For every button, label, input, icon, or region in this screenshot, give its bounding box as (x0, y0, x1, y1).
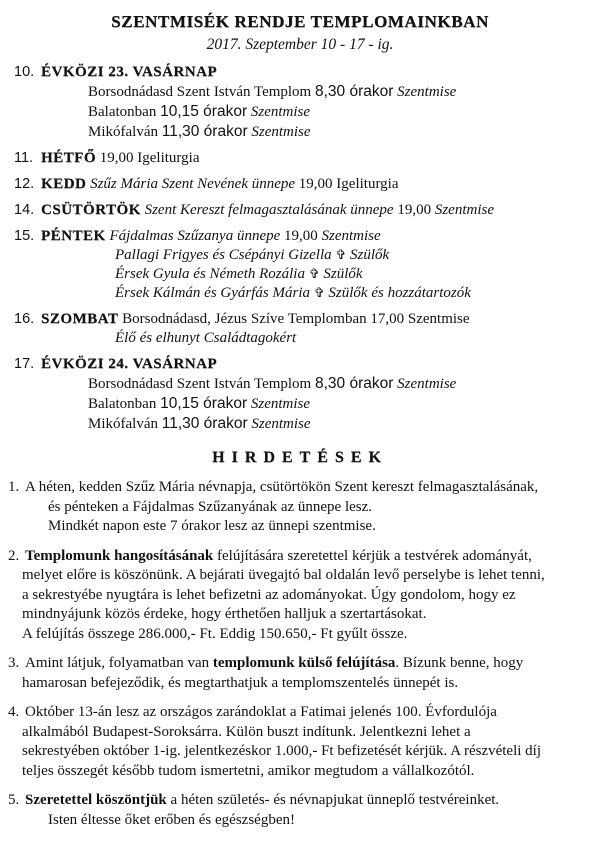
schedule-entry (14, 355, 600, 434)
cross-icon: ✞ (335, 248, 347, 263)
text-segment: sekrestyében október 1-ig. jelentkezéskor 1.000,- Ft befizetését kérjük. A részvételi díj (22, 743, 542, 759)
text-segment: teljes összegét később tudom ismertetni, amikor megtudom a vállalkozótól. (22, 762, 475, 779)
text-segment: Balatonban (88, 396, 161, 412)
text-segment: Mindkét napon este 7 órakor lesz az ünnepi szentmise. (48, 518, 376, 534)
schedule-line (14, 122, 600, 142)
schedule-entry (14, 227, 600, 303)
day-name: SZOMBAT (41, 311, 119, 327)
cross-icon: ✞ (308, 267, 320, 282)
text-segment: 19,00 (280, 228, 322, 244)
schedule-line (14, 329, 600, 348)
announcement-line (8, 498, 600, 518)
text-segment: alkalmából Budapest-Soroksárra. Külön buszt indítunk. Jelentkezni lehet a (22, 723, 471, 740)
text-segment: 8,30 órakor (314, 375, 394, 392)
text-segment: templomunk külső felújítása (212, 655, 396, 671)
schedule-line (14, 394, 600, 414)
announcement-line (8, 586, 600, 606)
text-segment: Fájdalmas Szűzanya ünnepe (109, 228, 281, 244)
schedule-entry (14, 175, 600, 194)
day-name: PÉNTEK (41, 228, 106, 244)
text-segment: Szülők (319, 266, 363, 282)
schedule-day-line (14, 355, 600, 374)
text-segment: a héten születés- és névnapjukat ünneplő testvéreinket. (166, 792, 500, 808)
text-segment: a sekrestyébe nyugtára is lehet befizetni az adományokat. Úgy gondolom, hogy ez (22, 586, 516, 603)
announcement-line (8, 605, 600, 625)
schedule-line (14, 374, 600, 394)
text-segment: A héten, kedden Szűz Mária névnapja, csütörtökön Szent kereszt felmagasztalásának, (25, 479, 539, 495)
schedule-day-line (14, 63, 600, 82)
schedule-line (14, 82, 600, 102)
day-number: 11. (14, 150, 34, 166)
announcement-line (8, 654, 600, 674)
text-segment: Szeretettel köszöntjük (25, 792, 167, 808)
text-segment: Borsodnádasd, Jézus Szíve Templomban 17,00 Szentmise (118, 311, 470, 327)
day-number: 14. (14, 202, 35, 218)
text-segment: Szentmise (434, 202, 495, 218)
text-segment: Élő és elhunyt Családtagokért (115, 330, 297, 346)
text-segment: 19,00 Igeliturgia (295, 176, 399, 192)
text-segment: Szentmise (397, 84, 457, 100)
mass-schedule (0, 63, 600, 434)
text-segment: 19,00 Igeliturgia (96, 150, 200, 166)
day-number: 16. (14, 311, 35, 327)
text-segment: Szentmise (321, 228, 381, 244)
announcement-number: 1. (8, 479, 20, 495)
schedule-line (14, 102, 600, 122)
announcement-line (8, 762, 600, 782)
announcement-line (8, 674, 600, 694)
announcement-number: 3. (8, 655, 20, 671)
text-segment: Szentmise (250, 104, 311, 120)
announcement-line (8, 517, 600, 537)
text-segment: 11,30 órakor (161, 415, 248, 432)
schedule-entry (14, 201, 600, 220)
announcement-item (8, 478, 600, 537)
text-segment: Szűz Mária Szent Nevének ünnepe (90, 176, 296, 192)
text-segment: Szentmise (250, 396, 311, 412)
announcement-number: 2. (8, 547, 20, 564)
schedule-day-line (14, 201, 600, 220)
text-segment: 8,30 órakor (314, 83, 394, 100)
text-segment: Templomunk hangosításának (25, 547, 214, 564)
schedule-entry (14, 310, 600, 348)
text-segment: Szülők és hozzátartozók (324, 285, 471, 301)
text-segment: Érsek Gyula és Németh Rozália (115, 266, 309, 282)
text-segment: Balatonban (88, 104, 161, 120)
schedule-entry (14, 63, 600, 142)
announcement-number: 4. (8, 704, 20, 720)
day-name: HÉTFŐ (41, 150, 97, 166)
text-segment: Amint látjuk, folyamatban van (25, 655, 213, 671)
announcement-item (8, 547, 600, 645)
day-number: 12. (14, 176, 35, 192)
text-segment: Szentmise (251, 124, 311, 140)
schedule-entry (14, 149, 600, 168)
announcement-line (8, 791, 600, 811)
day-name: ÉVKÖZI 23. VASÁRNAP (41, 64, 218, 80)
text-segment: melyet előre is köszönünk. A bejárati üvegajtó bal oldalán levő perselybe is lehet tenni, (22, 567, 545, 583)
announcements-list (0, 478, 600, 830)
text-segment: Pallagi Frigyes és Csépányi Gizella (115, 247, 336, 263)
text-segment: Október 13-án lesz az országos zarándoklat a Fatimai jelenés 100. Évfordulója (25, 704, 497, 720)
text-segment: . Bízunk benne, hogy (395, 655, 524, 671)
day-number: 15. (14, 228, 35, 244)
schedule-line (14, 414, 600, 434)
text-segment: 10,15 órakor (160, 103, 248, 120)
text-segment: 10,15 órakor (160, 395, 248, 412)
text-segment: Isten éltesse őket erőben és egészségben! (48, 811, 295, 828)
text-segment: Szentmise (397, 376, 457, 392)
text-segment: 11,30 órakor (161, 123, 248, 140)
announcement-line (8, 723, 600, 743)
announcement-line (8, 703, 600, 723)
announcement-line (8, 811, 600, 831)
text-segment: hamarosan befejeződik, és megtarthatjuk a templomszentelés ünnepét is. (22, 674, 459, 691)
text-segment: Mikófalván (88, 124, 162, 140)
announcement-item (8, 703, 600, 781)
day-name: KEDD (41, 176, 87, 192)
announcements-heading: HIRDETÉSEK (212, 449, 388, 466)
announcement-line (8, 566, 600, 586)
text-segment: Mikófalván (88, 416, 162, 432)
schedule-day-line (14, 227, 600, 246)
announcement-line (8, 547, 600, 567)
date-range: 2017. Szeptember 10 - 17 - ig. (206, 36, 394, 53)
text-segment: Borsodnádasd Szent István Templom (88, 84, 315, 100)
schedule-line (14, 246, 600, 265)
schedule-day-line (14, 175, 600, 194)
cross-icon: ✞ (313, 286, 325, 301)
announcement-line (8, 478, 600, 498)
day-name: ÉVKÖZI 24. VASÁRNAP (41, 356, 218, 372)
text-segment: felújítására szeretettel kérjük a testvérek adományát, (213, 547, 532, 564)
text-segment: és pénteken a Fájdalmas Szűzanyának az ünnepe lesz. (48, 498, 373, 515)
text-segment: Borsodnádasd Szent István Templom (88, 376, 315, 392)
announcement-line (8, 625, 600, 645)
day-number: 17. (14, 356, 35, 372)
announcement-item (8, 654, 600, 693)
announcement-item (8, 791, 600, 830)
text-segment: mindnyájunk közös érdeke, hogy érthetően halljuk a szertartásokat. (22, 606, 427, 622)
announcement-line (8, 742, 600, 762)
schedule-day-line (14, 310, 600, 329)
text-segment: Szentmise (251, 416, 311, 432)
document-title: SZENTMISÉK RENDJE TEMPLOMAINKBAN (111, 12, 489, 31)
schedule-day-line (14, 149, 600, 168)
schedule-line (14, 265, 600, 284)
text-segment: Érsek Kálmán és Gyárfás Mária (115, 285, 314, 301)
text-segment: Szent Kereszt felmagasztalásának ünnepe (144, 202, 394, 218)
text-segment: A felújítás összege 286.000,- Ft. Eddig 150.650,- Ft gyűlt össze. (22, 625, 408, 642)
announcement-number: 5. (8, 792, 20, 808)
day-name: CSÜTÖRTÖK (41, 202, 141, 218)
text-segment: Szülők (346, 247, 390, 263)
text-segment: 19,00 (393, 202, 435, 218)
schedule-line (14, 284, 600, 303)
day-number: 10. (14, 64, 35, 80)
